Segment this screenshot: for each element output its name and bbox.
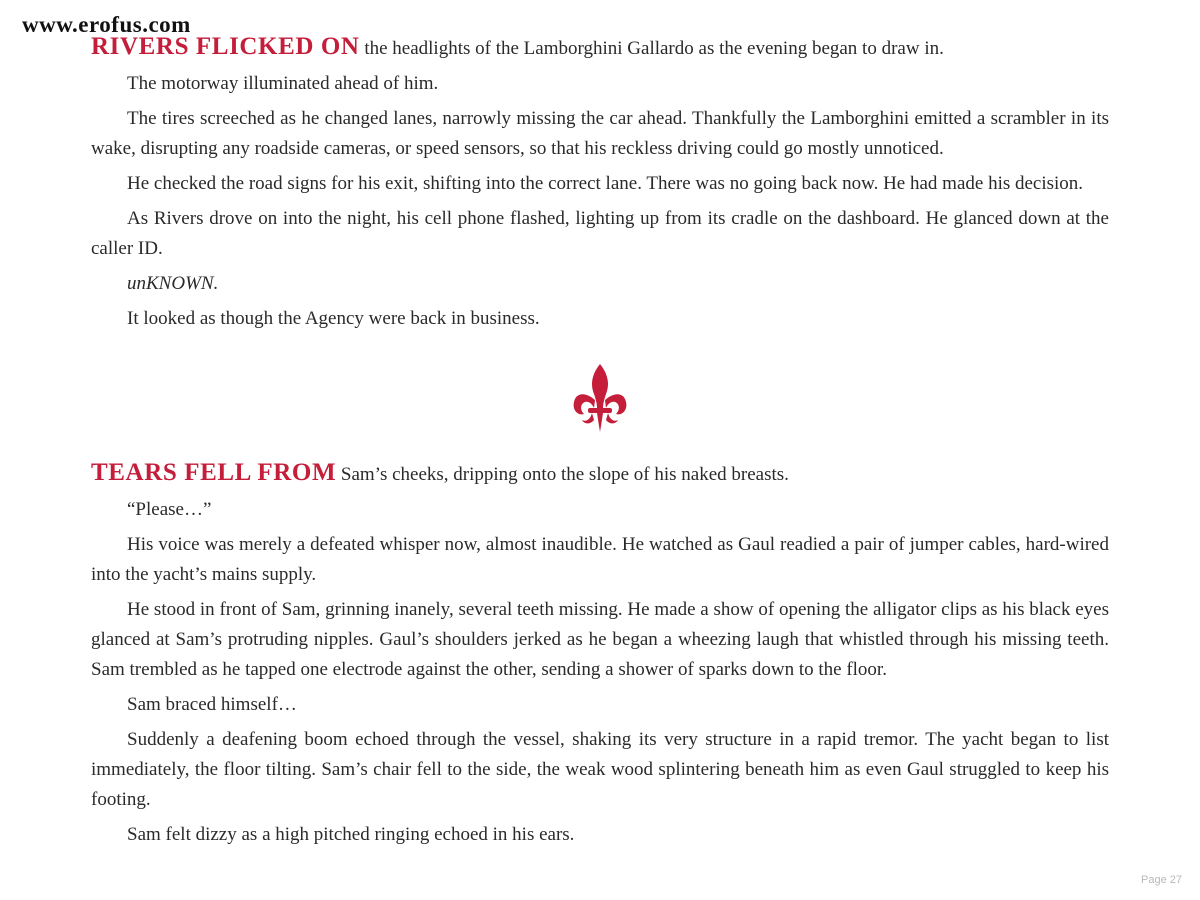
- paragraph: Suddenly a deafening boom echoed through the vessel, shaking its very structure in a rapid tremor. The yacht began to list immediately, the floor tilting. Sam’s chair fell to the side, the weak wood splintering beneath him as even Gaul struggled to keep his footing.: [91, 729, 1109, 810]
- paragraph: He stood in front of Sam, grinning inanely, several teeth missing. He made a show of opening the alligator clips as his black eyes glanced at Sam’s protruding nipples. Gaul’s shoulders jerked as he began a wheezing laugh that whistled through his missing teeth. Sam trembled as he tapped one electrode against the other, sending a shower of sparks down to the floor.: [91, 599, 1109, 680]
- page-content: [91, 32, 1109, 850]
- section1-lead-caps: RIVERS FLICKED ON: [91, 33, 360, 60]
- page-number: Page 27: [1141, 874, 1182, 886]
- section2-lead-paragraph: [91, 458, 1109, 490]
- paragraph: As Rivers drove on into the night, his cell phone flashed, lighting up from its cradle on the dashboard. He glanced down at the caller ID.: [91, 208, 1109, 259]
- paragraph: Sam felt dizzy as a high pitched ringing echoed in his ears.: [127, 824, 575, 845]
- watermark: www.erofus.com: [22, 12, 191, 37]
- section2-lead-text: Sam’s cheeks, dripping onto the slope of his naked breasts.: [336, 464, 789, 485]
- caller-id-text: unKNOWN.: [127, 273, 219, 294]
- paragraph: The tires screeched as he changed lanes, narrowly missing the car ahead. Thankfully the Lamborghini emitted a scrambler in its wake, disrupting any roadside cameras, or speed sensors, so that his reckless driving could go mostly unnoticed.: [91, 108, 1109, 159]
- paragraph: “Please…”: [127, 499, 212, 520]
- section2-lead-caps: TEARS FELL FROM: [91, 459, 337, 486]
- paragraph: He checked the road signs for his exit, shifting into the correct lane. There was no going back now. He had made his decision.: [127, 173, 1084, 194]
- paragraph: It looked as though the Agency were back in business.: [127, 308, 540, 329]
- paragraph: The motorway illuminated ahead of him.: [127, 73, 439, 94]
- section1-lead-paragraph: [91, 32, 1109, 64]
- paragraph: Sam braced himself…: [127, 694, 297, 715]
- paragraph-italic: [91, 269, 1109, 299]
- fleur-de-lis-icon: [570, 362, 630, 434]
- paragraph: His voice was merely a defeated whisper now, almost inaudible. He watched as Gaul readied a pair of jumper cables, hard-wired into the yacht’s mains supply.: [91, 534, 1109, 585]
- section1-lead-text: the headlights of the Lamborghini Gallardo as the evening began to draw in.: [359, 38, 944, 59]
